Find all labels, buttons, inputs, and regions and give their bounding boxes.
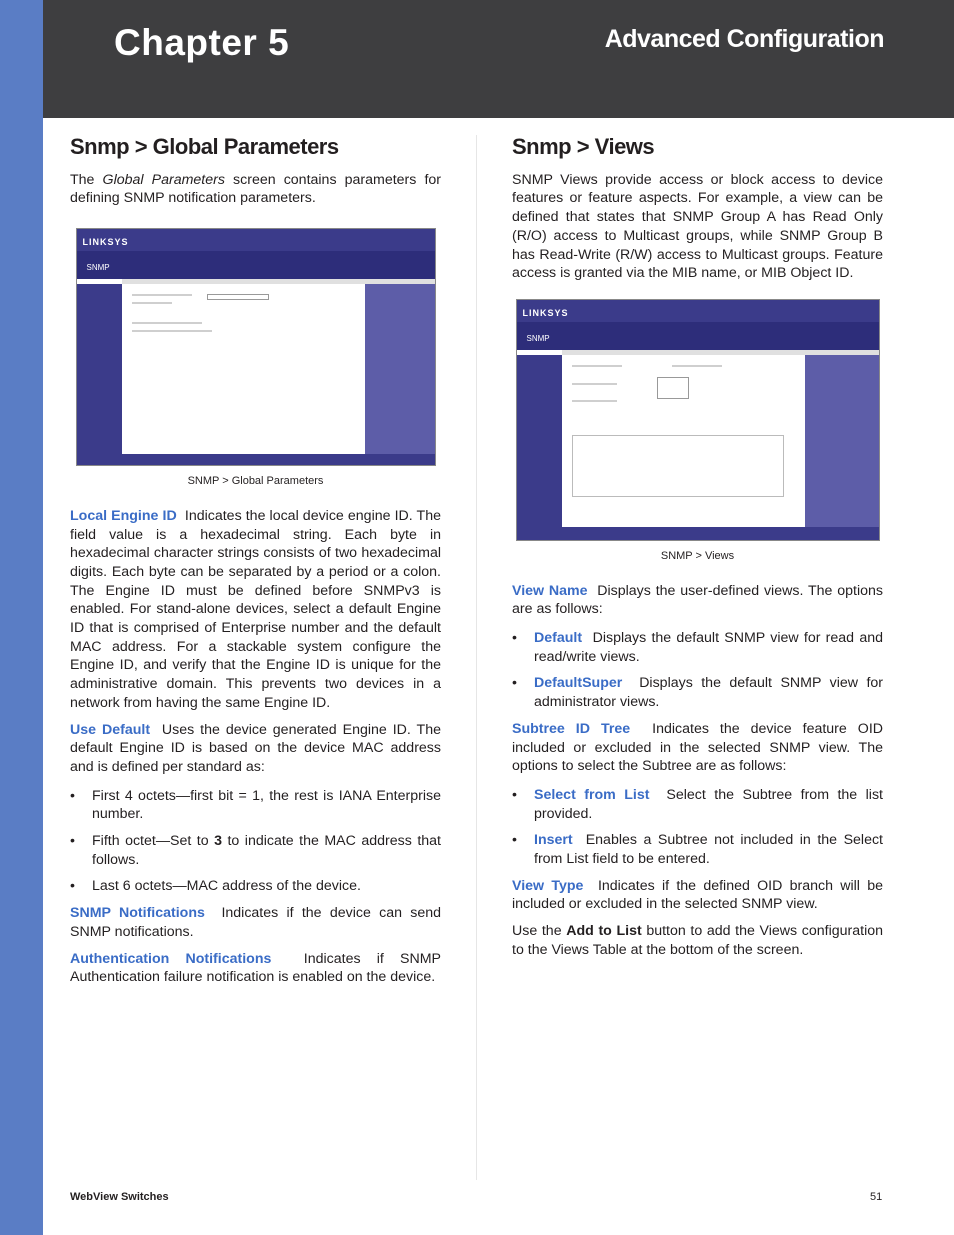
global-parameters-caption: SNMP > Global Parameters <box>187 475 324 488</box>
chapter-title: Chapter 5 <box>114 22 290 63</box>
sidebar-strip <box>0 0 43 1235</box>
views-screenshot <box>516 299 880 541</box>
global-parameters-screenshot <box>76 228 436 466</box>
add-to-list-paragraph: Use the Add to List button to add the Views configuration to the Views Table at the bottom of the screen. <box>512 923 884 958</box>
use-default-term: Use Default <box>70 721 151 738</box>
page-header <box>43 0 954 118</box>
local-engine-id-term: Local Engine ID <box>70 507 177 524</box>
footer-page-number: 51 <box>870 1191 883 1203</box>
authentication-notifications-term: Authentication Notifications <box>70 950 272 967</box>
list-item: • DefaultSuper Displays the default SNMP view for administrator views. <box>512 674 883 711</box>
views-heading: Snmp > Views <box>512 134 655 159</box>
views-caption: SNMP > Views <box>660 549 735 562</box>
linksys-logo: LINKSYS <box>522 307 569 318</box>
snmp-notifications-term: SNMP Notifications <box>70 905 205 922</box>
view-name-paragraph: View Name Displays the user-defined views. The options are as follows: <box>512 582 883 618</box>
engine-id-octet-list <box>70 787 441 897</box>
view-name-term: View Name <box>512 582 588 599</box>
local-engine-id-paragraph: Local Engine ID Indicates the local device engine ID. The field value is a hexadecimal string. Each byte in hexadecimal character strings consists of two hexadecimal digits. Each byte can be separated by a period or a colon. The Engine ID must be defined before SNMPv3 is enabled. For stand-alone devices, select a default Engine ID that is comprised of Enterprise number and the default MAC address. For a stackable system configure the Engine ID, and verify that the Engine ID is unique for the administrative domain. This prevents two devices in a network from having the same Engine ID. <box>70 507 441 711</box>
subtree-id-tree-term: Subtree ID Tree <box>512 720 631 737</box>
view-type-term: View Type <box>512 877 584 894</box>
list-item: • Last 6 octets—MAC address of the device. <box>70 877 441 896</box>
right-column <box>512 135 883 968</box>
section-title: Advanced Configuration <box>604 25 884 53</box>
subtree-options-list <box>512 786 883 869</box>
view-type-paragraph: View Type Indicates if the defined OID branch will be included or excluded in the selected SNMP view. <box>512 877 884 913</box>
authentication-notifications-paragraph: Authentication Notifications Indicates if SNMP Authentication failure notification is enabled on the device. <box>70 950 441 986</box>
footer-product: WebView Switches <box>70 1191 169 1203</box>
list-item: • Fifth octet—Set to 3 to indicate the MAC address that follows. <box>70 832 441 869</box>
left-column <box>70 135 441 995</box>
list-item: • First 4 octets—first bit = 1, the rest is IANA Enterprise number. <box>70 787 441 824</box>
view-name-options-list <box>512 629 883 712</box>
snmp-notifications-paragraph: SNMP Notifications Indicates if the device can send SNMP notifications. <box>70 905 442 940</box>
subtree-id-tree-paragraph: Subtree ID Tree Indicates the device feature OID included or excluded in the selected SNMP view. The options to select the Subtree are as follows: <box>512 720 884 775</box>
column-divider <box>476 135 477 1180</box>
list-item: • Select from List Select the Subtree from the list provided. <box>512 786 883 823</box>
list-item: • Default Displays the default SNMP view for read and read/write views. <box>512 629 883 666</box>
screenshot-snmp-label: SNMP <box>526 333 550 343</box>
linksys-logo: LINKSYS <box>82 237 129 248</box>
use-default-paragraph: Use Default Uses the device generated Engine ID. The default Engine ID is based on the device MAC address and is defined per standard as: <box>70 721 441 775</box>
screenshot-snmp-label: SNMP <box>86 263 110 273</box>
global-parameters-heading: Snmp > Global Parameters <box>70 134 339 159</box>
global-parameters-intro: The Global Parameters screen contains parameters for defining SNMP notification parameters. <box>70 171 441 207</box>
list-item: • Insert Enables a Subtree not included in the Select from List field to be entered. <box>512 831 883 868</box>
views-intro: SNMP Views provide access or block access to device features or feature aspects. For example, a view can be defined that states that SNMP Group A has Read Only (R/O) access to Multicast groups, while SNMP Group B has Read-Write (R/W) access to Multicast groups. Feature access is granted via the MIB name, or MIB Object ID. <box>512 171 883 282</box>
